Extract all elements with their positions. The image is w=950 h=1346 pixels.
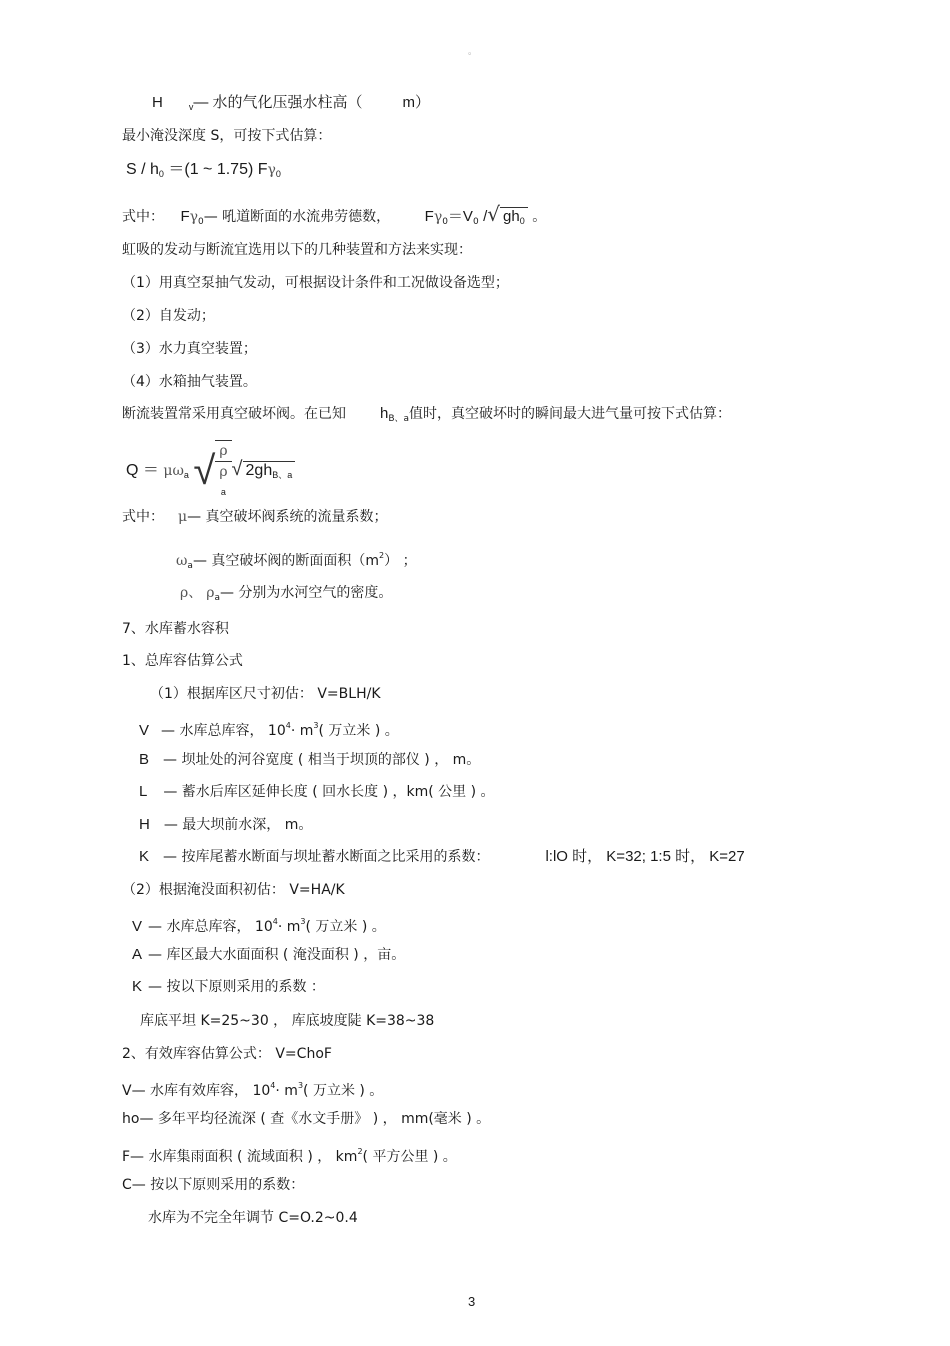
ve-end: ( 万立米 ) 。 xyxy=(303,1083,384,1099)
froude-line xyxy=(122,202,547,231)
breaker-h-subscript: B、a xyxy=(388,414,410,424)
v2-description: — 水库总库容， 10 xyxy=(148,919,273,935)
q-omega-subscript: a xyxy=(183,470,189,481)
froude-eq-slash: / xyxy=(483,208,488,225)
froude-eq-middle: ＝V xyxy=(447,208,473,225)
f-line xyxy=(122,1143,457,1166)
mu-label: 式中： xyxy=(122,509,164,525)
l1-symbol: L xyxy=(139,783,148,800)
sqrt-icon: √ xyxy=(193,449,216,493)
froude-label: 式中： xyxy=(122,209,164,225)
v1-symbol: V xyxy=(139,722,150,739)
ve-line xyxy=(122,1077,383,1100)
froude-root-body: gh xyxy=(503,208,520,225)
method-2-heading: （2）根据淹没面积初估： V=HA/K xyxy=(122,882,345,898)
list-item-3: （3）水力真空装置； xyxy=(122,341,257,357)
omega-description: — 真空破坏阀的断面面积（m xyxy=(192,553,380,569)
hv-symbol: H xyxy=(152,94,163,111)
hv-subscript: v xyxy=(188,102,194,112)
q-numerator xyxy=(215,441,231,462)
list-item-1: （1）用真空泵抽气发动，可根据设计条件和工况做设备选型； xyxy=(122,275,509,291)
froude-end: 。 xyxy=(532,209,547,225)
omega-superscript: 2 xyxy=(379,551,385,560)
v2-end: ( 万立米 ) 。 xyxy=(305,919,386,935)
ve-description: V— 水库有效库容， 10 xyxy=(122,1083,271,1099)
l1-description: — 蓄水后库区延伸长度 ( 回水长度 ) ，km( 公里 ) 。 xyxy=(163,784,495,800)
list-item-4: （4）水箱抽气装置。 xyxy=(122,374,257,390)
h1-description: — 最大坝前水深， m。 xyxy=(163,817,313,833)
breaker-intro-a: 断流装置常采用真空破坏阀。在已知 xyxy=(122,406,346,422)
breaker-intro xyxy=(122,405,731,428)
a2-description: — 库区最大水面面积 ( 淹没面积 ) ，亩。 xyxy=(148,947,406,963)
v1-end: ( 万立米 ) 。 xyxy=(318,723,399,739)
sqrt-icon: √ xyxy=(487,202,501,226)
top-marker: 。 xyxy=(468,47,478,57)
q-root-subscript: B、a xyxy=(272,470,293,481)
froude-eq-symbol: F xyxy=(424,208,434,225)
v2-line xyxy=(132,913,386,936)
k1-line xyxy=(139,848,745,866)
rho-a-subscript: a xyxy=(214,593,220,603)
v1-line xyxy=(139,717,399,740)
q-rho: ρ xyxy=(219,443,228,459)
a2-symbol: A xyxy=(132,946,143,963)
q-rho-a: ρ xyxy=(219,464,228,480)
rho-description: — 分别为水河空气的密度。 xyxy=(219,585,393,601)
hv-unit: m） xyxy=(402,94,431,111)
froude-gamma: γ xyxy=(189,209,198,225)
mu-line xyxy=(122,508,388,526)
ve-superscript: 4 xyxy=(270,1081,276,1090)
c-line: C— 按以下原则采用的系数： xyxy=(122,1177,305,1193)
method-1-heading: （1）根据库区尺寸初估： V=BLH/K xyxy=(150,686,381,702)
k2-line xyxy=(132,978,325,996)
v1-superscript: 4 xyxy=(285,721,291,730)
s-formula-subscript: 0 xyxy=(158,169,164,179)
sqrt-icon: √ xyxy=(231,458,243,481)
k2-values: 库底平坦 K=25~30 ， 库底坡度陡 K=38~38 xyxy=(140,1013,435,1029)
subsection-1-heading: 1、总库容估算公式 xyxy=(122,653,243,669)
q-root xyxy=(243,461,296,484)
q-omega: ω xyxy=(172,463,184,480)
omega-symbol: ω xyxy=(176,553,188,569)
q-root-body: 2gh xyxy=(245,462,273,480)
b1-line xyxy=(139,751,480,769)
gamma-symbol: γ xyxy=(267,162,276,178)
omega-end: ） ； xyxy=(384,553,417,569)
froude-eq-gamma: γ xyxy=(433,209,443,225)
hv-description: — 水的气化压强水柱高（ xyxy=(193,94,363,111)
h1-line xyxy=(139,816,312,834)
froude-root-subscript: 0 xyxy=(519,216,525,226)
froude-subscript: 0 xyxy=(198,217,204,227)
mu-description: — 真空破坏阀系统的流量系数； xyxy=(187,509,388,525)
froude-symbol: F xyxy=(180,208,190,225)
breaker-intro-b: 值时，真空破坏时的瞬间最大进气量可按下式估算： xyxy=(409,406,732,422)
froude-description: — 吼道断面的水流弗劳德数， xyxy=(203,209,391,225)
ho-line: ho— 多年平均径流深 ( 查《水文手册》 ) ， mm(毫米 ) 。 xyxy=(122,1111,491,1127)
omega-line xyxy=(176,547,417,575)
v1-description: — 水库总库容， 10 xyxy=(161,723,286,739)
v2-superscript: 4 xyxy=(272,917,278,926)
q-fraction xyxy=(215,440,231,502)
v2-superscript-2: 3 xyxy=(300,917,306,926)
k1-symbol: K xyxy=(139,848,150,865)
siphon-intro: 虹吸的发动与断流宜选用以下的几种装置和方法来实现： xyxy=(122,242,472,258)
f-superscript: 2 xyxy=(357,1147,363,1156)
ve-middle: · m xyxy=(275,1083,298,1099)
l1-line xyxy=(139,783,495,801)
a2-line xyxy=(132,946,405,964)
s-formula-middle: ＝(1 ~ 1.75) F xyxy=(168,161,268,178)
f-description: F— 水库集雨面积 ( 流域面积 ) ， km xyxy=(122,1149,358,1165)
omega-subscript: a xyxy=(187,561,193,571)
section-7-heading: 7、水库蓄水容积 xyxy=(122,621,229,637)
rho-symbol: ρ、 xyxy=(180,585,203,601)
k2-description: — 按以下原则采用的系数 ： xyxy=(148,979,325,995)
page-number: 3 xyxy=(468,1294,476,1309)
q-left: Q ＝ xyxy=(126,462,159,480)
c-value: 水库为不完全年调节 C=O.2~0.4 xyxy=(148,1210,358,1226)
froude-root xyxy=(500,207,528,230)
h1-symbol: H xyxy=(139,816,150,833)
list-item-2: （2）自发动； xyxy=(122,308,215,324)
s-formula-left: S / h xyxy=(126,161,159,178)
q-mu: μ xyxy=(163,463,173,480)
q-rho-a-subscript: a xyxy=(220,487,226,497)
mu-symbol: μ xyxy=(178,509,188,525)
rho-a-symbol: ρ xyxy=(206,585,215,601)
s-intro: 最小淹没深度 S，可按下式估算： xyxy=(122,128,332,144)
f-end: ( 平方公里 ) 。 xyxy=(362,1149,457,1165)
breaker-h: h xyxy=(380,405,389,422)
b1-description: — 坝址处的河谷宽度 ( 相当于坝顶的部仪 ) ， m。 xyxy=(163,752,481,768)
k2-symbol: K xyxy=(132,978,143,995)
k1-description: — 按库尾蓄水断面与坝址蓄水断面之比采用的系数： xyxy=(163,849,490,865)
hv-line xyxy=(152,94,430,116)
v2-symbol: V xyxy=(132,918,143,935)
rho-line xyxy=(180,584,392,607)
b1-symbol: B xyxy=(139,751,150,768)
v1-superscript-2: 3 xyxy=(313,721,319,730)
k1-values: l:lO 时， K=32; 1:5 时， K=27 xyxy=(545,848,745,865)
gamma-subscript: 0 xyxy=(275,169,281,179)
v1-middle: · m xyxy=(290,723,314,739)
froude-eq-subscript: 0 xyxy=(442,217,448,227)
s-formula xyxy=(126,161,281,183)
froude-eq-v-subscript: 0 xyxy=(472,217,479,227)
v2-middle: · m xyxy=(277,919,301,935)
ve-superscript-2: 3 xyxy=(297,1081,304,1090)
subsection-2-heading: 2、有效库容估算公式： V=ChoF xyxy=(122,1046,332,1062)
q-denominator xyxy=(215,462,231,502)
q-formula xyxy=(126,440,295,502)
